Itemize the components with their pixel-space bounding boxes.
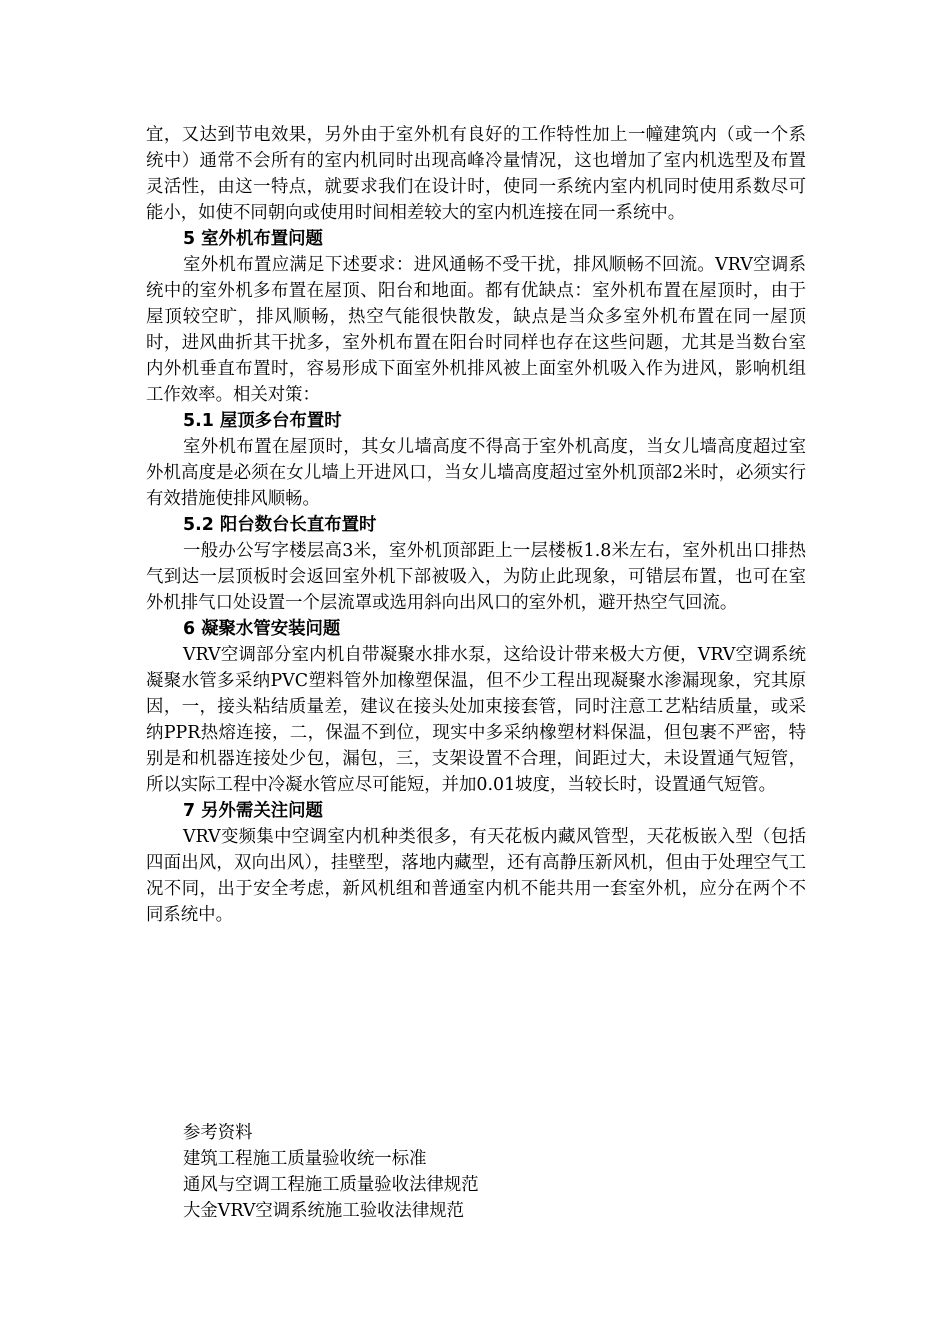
references-section [183, 1120, 783, 1224]
section-5-2-heading: 5.2 阳台数台长直布置时 [183, 515, 377, 535]
section-7-heading: 7 另外需关注问题 [183, 801, 323, 821]
references-title: 参考资料 [183, 1123, 253, 1143]
section-6-heading: 6 凝聚水管安装问题 [183, 619, 341, 639]
intro-paragraph: 宜，又达到节电效果，另外由于室外机有良好的工作特性加上一幢建筑内（或一个系统中）通常不会所有的室内机同时出现高峰冷量情况，这也增加了室内机选型及布置灵活性，由这一特点，就要求我们在设计时，使同一系统内室内机同时使用系数尽可能小，如使不同朝向或使用时间相差较大的室内机连接在同一系统中。 [146, 125, 806, 223]
section-5-heading: 5 室外机布置问题 [183, 229, 323, 249]
section-7-paragraph: VRV变频集中空调室内机种类很多，有天花板内藏风管型，天花板嵌入型（包括四面出风，双向出风），挂壁型，落地内藏型，还有高静压新风机，但由于处理空气工况不同，出于安全考虑，新风机组和普通室内机不能共用一套室外机，应分在两个不同系统中。 [146, 827, 806, 925]
section-5-paragraph: 室外机布置应满足下述要求：进风通畅不受干扰，排风顺畅不回流。VRV空调系统中的室外机多布置在屋顶、阳台和地面。都有优缺点：室外机布置在屋顶时，由于屋顶较空旷，排风顺畅，热空气能很快散发，缺点是当众多室外机布置在同一屋顶时，进风曲折其干扰多，室外机布置在阳台时同样也存在这些问题，尤其是当数台室内外机垂直布置时，容易形成下面室外机排风被上面室外机吸入作为进风，影响机组工作效率。相关对策： [146, 255, 806, 405]
reference-item: 建筑工程施工质量验收统一标准 [183, 1149, 427, 1169]
reference-item: 通风与空调工程施工质量验收法律规范 [183, 1175, 479, 1195]
section-5-1-heading: 5.1 屋顶多台布置时 [183, 411, 342, 431]
section-5-1-paragraph: 室外机布置在屋顶时，其女儿墙高度不得高于室外机高度，当女儿墙高度超过室外机高度是必须在女儿墙上开进风口，当女儿墙高度超过室外机顶部2米时，必须实行有效措施使排风顺畅。 [146, 437, 806, 509]
reference-item: 大金VRV空调系统施工验收法律规范 [183, 1201, 465, 1221]
section-6-paragraph: VRV空调部分室内机自带凝聚水排水泵，这给设计带来极大方便，VRV空调系统凝聚水管多采纳PVC塑料管外加橡塑保温，但不少工程出现凝聚水渗漏现象，究其原因，一，接头粘结质量差，建议在接头处加束接套管，同时注意工艺粘结质量，或采纳PPR热熔连接，二，保温不到位，现实中多采纳橡塑材料保温，但包裹不严密，特别是和机器连接处少包，漏包，三，支架设置不合理，间距过大，未设置通气短管，所以实际工程中冷凝水管应尽可能短，并加0.01坡度，当较长时，设置通气短管。 [146, 645, 806, 795]
document-body [146, 122, 806, 928]
section-5-2-paragraph: 一般办公写字楼层高3米，室外机顶部距上一层楼板1.8米左右，室外机出口排热气到达一层顶板时会返回室外机下部被吸入，为防止此现象，可错层布置，也可在室外机排气口处设置一个层流罩或选用斜向出风口的室外机，避开热空气回流。 [146, 541, 806, 613]
